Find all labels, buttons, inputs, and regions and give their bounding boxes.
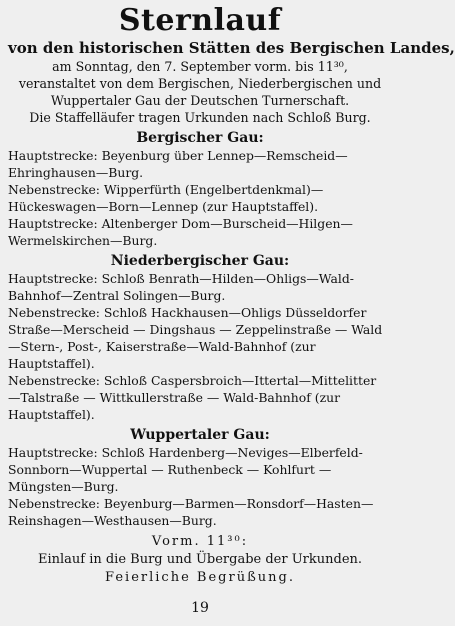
intro-block xyxy=(8,58,392,126)
route-entry: Hauptstrecke: Beyenburg über Lennep—Remscheid—Ehringhausen—Burg. xyxy=(8,148,348,180)
page-number: 19 xyxy=(191,600,209,616)
route-entry: Hauptstrecke: Altenberger Dom—Burscheid—Hilgen—Wermelskirchen—Burg. xyxy=(8,216,353,248)
section-heading: Wuppertaler Gau: xyxy=(130,427,270,443)
closing-line: Einlauf in die Burg und Übergabe der Urkunden. xyxy=(37,552,363,567)
section-bergischer-gau xyxy=(8,129,392,249)
section-niederbergischer-gau xyxy=(8,252,392,423)
closing-time: Vorm. 11³⁰: xyxy=(151,534,249,549)
route-entry: Nebenstrecke: Schloß Caspersbroich—Ittertal—Mittelitter —Talstraße — Wittkullerstraße — Wald-Bahnhof (zur Hauptstaffel). xyxy=(8,373,377,422)
route-entry: Nebenstrecke: Schloß Hackhausen—Ohligs Düsseldorfer Straße—Merscheid — Dingshaus — Zeppelinstraße — Wald—Stern-, Post-, Kaiserstraße—Wald-Bahnhof (zur Hauptstaffel). xyxy=(8,305,383,371)
section-heading: Bergischer Gau: xyxy=(136,130,264,146)
section-wuppertaler-gau xyxy=(8,426,392,529)
subtitle: von den historischen Stätten des Bergischen Landes, xyxy=(8,39,455,57)
section-heading: Niederbergischer Gau: xyxy=(110,253,290,269)
route-entry: Nebenstrecke: Beyenburg—Barmen—Ronsdorf—Hasten—Reinshagen—Westhausen—Burg. xyxy=(8,496,374,528)
page-title: Sternlauf xyxy=(118,3,282,38)
closing-block xyxy=(8,533,392,587)
intro-line: Wuppertaler Gau der Deutschen Turnerschaft. xyxy=(50,93,350,108)
closing-line: Feierliche Begrüßung. xyxy=(105,570,295,585)
intro-line: am Sonntag, den 7. September vorm. bis 11³⁰, xyxy=(52,59,348,74)
route-entry: Hauptstrecke: Schloß Hardenberg—Neviges—Elberfeld-Sonnborn—Wuppertal — Ruthenbeck — Kohlfurt — Müngsten—Burg. xyxy=(8,445,363,494)
intro-line: Die Staffelläufer tragen Urkunden nach Schloß Burg. xyxy=(29,110,371,125)
intro-line: veranstaltet von dem Bergischen, Niederbergischen und xyxy=(18,76,382,91)
route-entry: Nebenstrecke: Wipperfürth (Engelbertdenkmal)—Hückeswagen—Born—Lennep (zur Hauptstaffel). xyxy=(8,182,324,214)
route-entry: Hauptstrecke: Schloß Benrath—Hilden—Ohligs—Wald-Bahnhof—Zentral Solingen—Burg. xyxy=(8,271,354,303)
